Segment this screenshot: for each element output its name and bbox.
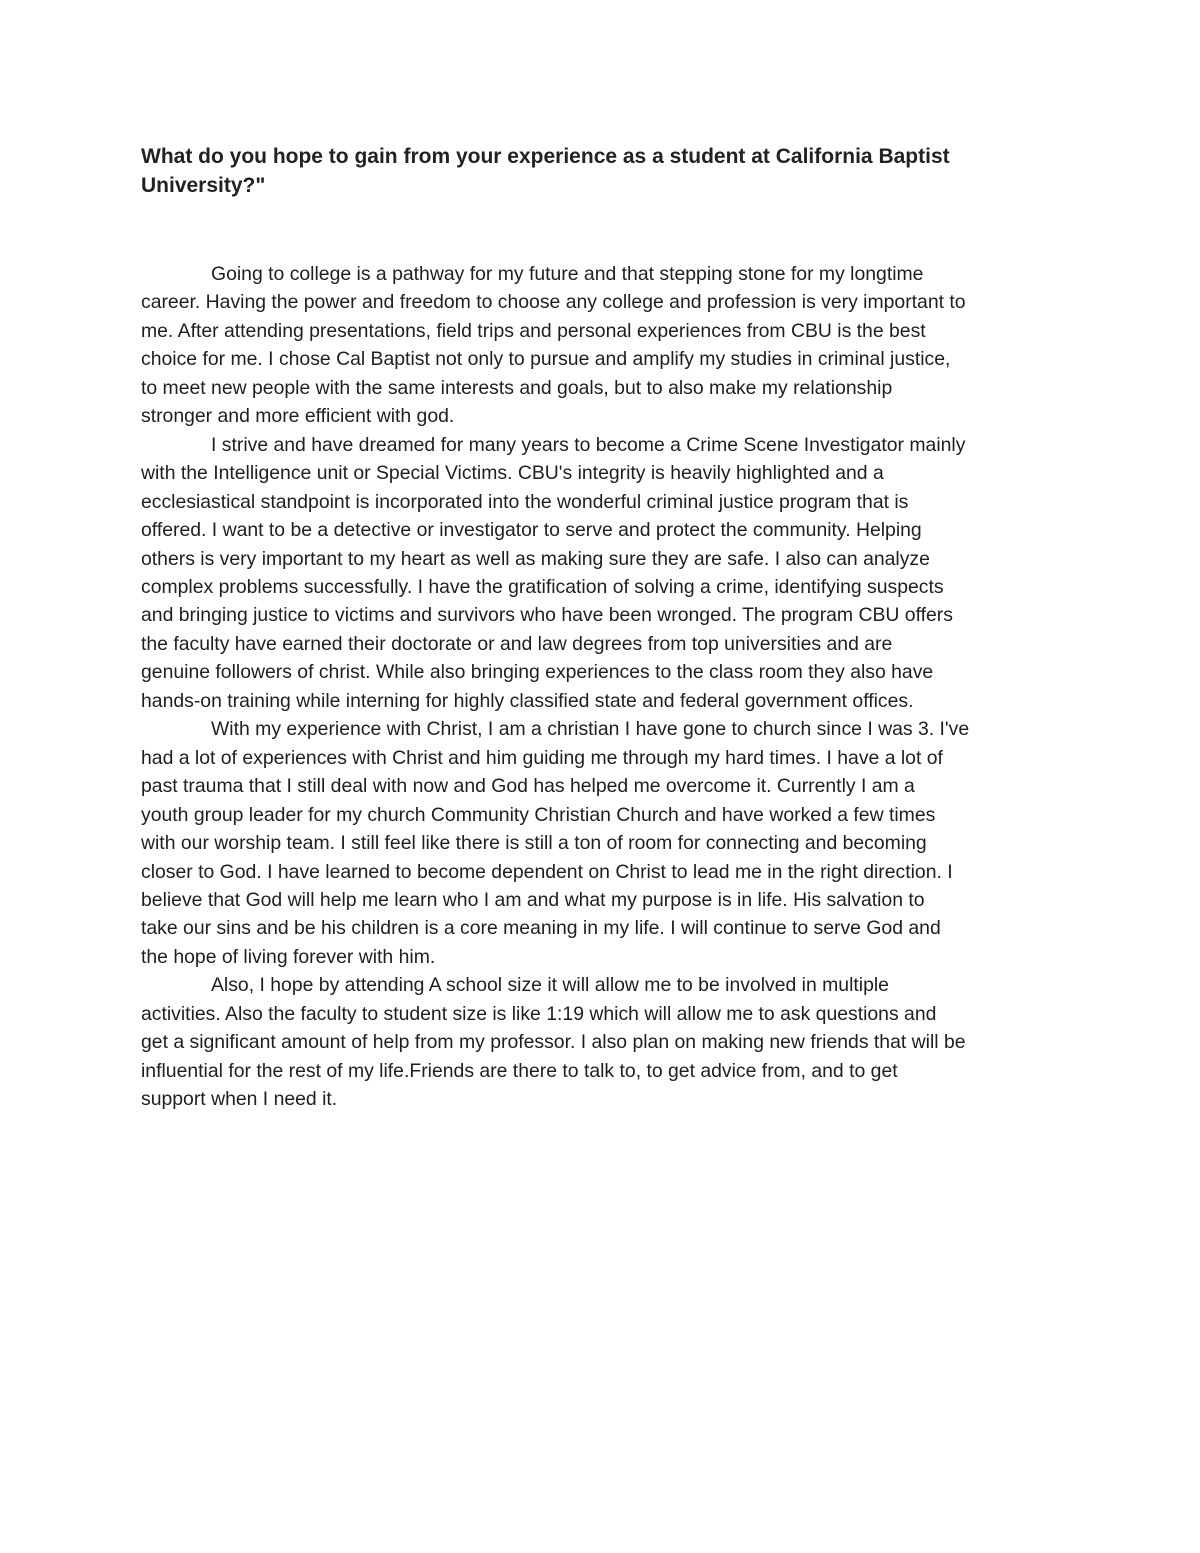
paragraph-line: career. Having the power and freedom to choose any college and profession is very important to [141,291,966,314]
paragraph-line: take our sins and be his children is a core meaning in my life. I will continue to serve God and [141,917,941,940]
paragraph-line: youth group leader for my church Community Christian Church and have worked a few times [141,803,936,826]
paragraph-line: closer to God. I have learned to become dependent on Christ to lead me in the right direction. I [141,860,953,883]
title-line: What do you hope to gain from your experience as a student at California Baptist [141,145,950,168]
paragraph [141,431,1081,716]
paragraph-line: support when I need it. [141,1088,338,1111]
paragraph-line: the faculty have earned their doctorate or and law degrees from top universities and are [141,632,893,655]
paragraph-line: and bringing justice to victims and survivors who have been wronged. The program CBU offers [141,604,953,627]
paragraph-line: past trauma that I still deal with now and God has helped me overcome it. Currently I am a [141,775,915,798]
paragraph-line: with the Intelligence unit or Special Victims. CBU's integrity is heavily highlighted and a [141,462,884,485]
paragraph-line: influential for the rest of my life.Friends are there to talk to, to get advice from, and to get [141,1059,898,1082]
essay-body [141,260,1081,1114]
paragraph [141,971,1081,1113]
paragraph-line: offered. I want to be a detective or investigator to serve and protect the community. Helping [141,519,922,542]
paragraph-line: hands-on training while interning for highly classified state and federal government offices. [141,689,914,712]
paragraph-line: I strive and have dreamed for many years to become a Crime Scene Investigator mainly [211,433,966,456]
paragraph [141,715,1081,971]
paragraph-line: choice for me. I chose Cal Baptist not only to pursue and amplify my studies in criminal justice, [141,348,951,371]
paragraph [141,260,1081,431]
paragraph-line: With my experience with Christ, I am a christian I have gone to church since I was 3. I've [211,718,970,741]
paragraph-line: me. After attending presentations, field trips and personal experiences from CBU is the best [141,319,926,342]
paragraph-line: Going to college is a pathway for my future and that stepping stone for my longtime [211,263,924,285]
paragraph-line: had a lot of experiences with Christ and him guiding me through my hard times. I have a lot of [141,746,943,769]
paragraph-line: genuine followers of christ. While also bringing experiences to the class room they also have [141,661,934,684]
paragraph-line: ecclesiastical standpoint is incorporated into the wonderful criminal justice program that is [141,490,909,513]
paragraph-line: to meet new people with the same interests and goals, but to also make my relationship [141,376,893,399]
essay-title [141,142,1081,200]
paragraph-line: get a significant amount of help from my professor. I also plan on making new friends that will be [141,1031,966,1054]
title-line: University?" [141,174,266,197]
paragraph-line: believe that God will help me learn who I am and what my purpose is in life. His salvation to [141,888,925,911]
paragraph-line: the hope of living forever with him. [141,945,436,968]
paragraph-line: stronger and more efficient with god. [141,405,455,428]
paragraph-line: others is very important to my heart as well as making sure they are safe. I also can analyze [141,547,930,570]
paragraph-line: activities. Also the faculty to student size is like 1:19 which will allow me to ask questions and [141,1002,937,1025]
paragraph-line: complex problems successfully. I have the gratification of solving a crime, identifying suspects [141,575,944,598]
paragraph-line: with our worship team. I still feel like there is still a ton of room for connecting and becoming [141,832,927,855]
paragraph-line: Also, I hope by attending A school size it will allow me to be involved in multiple [211,974,889,997]
document-page [141,142,1081,1114]
